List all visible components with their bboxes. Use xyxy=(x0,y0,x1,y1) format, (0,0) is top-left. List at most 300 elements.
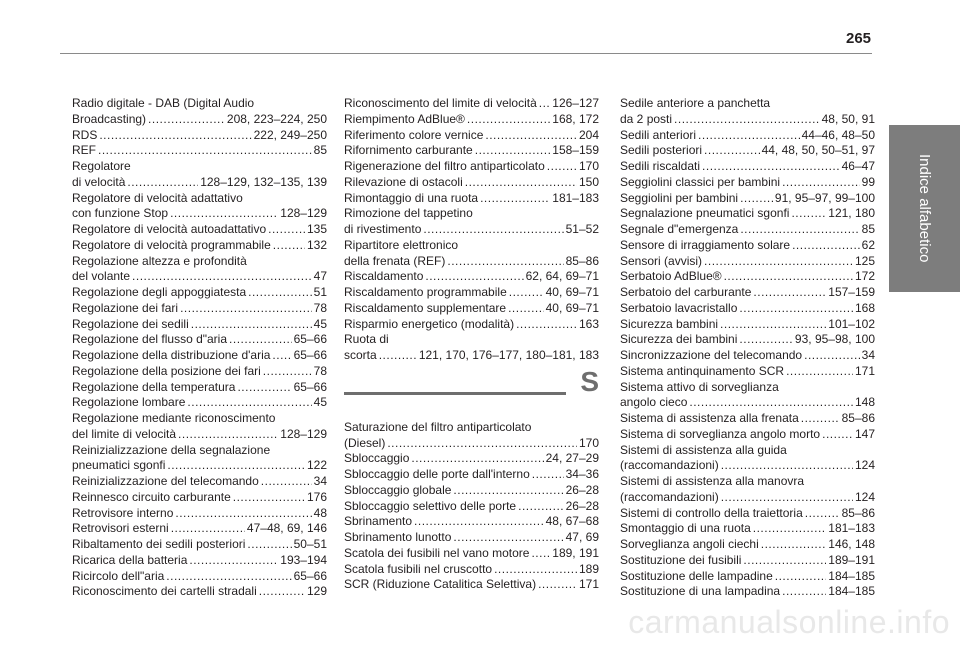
index-entry-pages: 78 xyxy=(313,300,327,315)
index-entry-term: Ricircolo dell"aria xyxy=(72,568,165,583)
index-entry-term: Riscaldamento supplementare xyxy=(344,300,507,315)
dot-leader xyxy=(379,348,417,364)
dot-leader xyxy=(180,301,312,317)
dot-leader xyxy=(704,254,853,270)
index-entry-term: Sensore di irraggiamento solare xyxy=(620,237,791,252)
letter-heading: S xyxy=(580,365,599,397)
index-entry xyxy=(344,159,599,175)
index-entry xyxy=(72,96,327,128)
index-group-s xyxy=(344,420,599,593)
index-entry-line xyxy=(72,285,327,301)
index-entry-term: Regolazione dei sedili xyxy=(72,316,189,331)
index-entry-line xyxy=(620,348,875,364)
index-entry-line xyxy=(72,301,327,317)
dot-leader xyxy=(674,112,820,128)
index-entry-pages: 45 xyxy=(313,395,327,410)
index-entry xyxy=(620,269,875,285)
index-entry xyxy=(620,96,875,128)
index-entry-term: Sbrinamento lunotto xyxy=(344,530,452,544)
index-entry-line xyxy=(344,499,599,515)
index-entry xyxy=(620,521,875,537)
index-entry xyxy=(620,285,875,301)
index-entry xyxy=(344,562,599,578)
dot-leader xyxy=(721,490,853,506)
dot-leader xyxy=(273,238,305,254)
index-entry-heading: Regolatore di velocità adattativo xyxy=(72,190,243,205)
letter-section-s xyxy=(344,365,599,412)
index-entry-term: Sbloccaggio xyxy=(344,451,410,466)
index-entry-line xyxy=(344,285,599,301)
index-entry xyxy=(72,411,327,443)
index-entry xyxy=(620,222,875,238)
index-entry-pages: 181–183 xyxy=(552,190,599,205)
dot-leader xyxy=(480,191,550,207)
index-entry-line xyxy=(620,254,875,270)
index-entry-term: Sedili anteriori xyxy=(620,127,697,142)
index-entry-term: della frenata (REF) xyxy=(344,253,446,268)
index-entry xyxy=(344,191,599,207)
index-entry-pages: 204 xyxy=(578,127,599,142)
index-entry-line xyxy=(344,175,599,191)
dot-leader xyxy=(740,191,773,207)
index-entry-term: Smontaggio di una ruota xyxy=(620,521,751,536)
dot-leader xyxy=(233,490,305,506)
index-entry xyxy=(72,238,327,254)
dot-leader xyxy=(740,222,859,238)
index-entry xyxy=(620,569,875,585)
dot-leader xyxy=(411,451,543,467)
index-entry-pages: 189–191 xyxy=(828,552,875,567)
dot-leader xyxy=(414,514,544,530)
dot-leader xyxy=(518,499,564,515)
index-entry xyxy=(344,467,599,483)
index-entry-term: Sbrinamento xyxy=(344,514,413,529)
index-entry xyxy=(344,514,599,530)
index-entry-pages: 121, 170, 176–177, 180–181, 183 xyxy=(418,348,599,362)
index-entry-pages: 126–127 xyxy=(552,96,599,110)
index-entry-term: REF xyxy=(72,143,96,158)
index-entry xyxy=(72,191,327,223)
dot-leader xyxy=(423,222,563,238)
index-entry-line xyxy=(344,562,599,578)
index-entry-term: Riempimento AdBlue® xyxy=(344,111,465,126)
dot-leader xyxy=(167,458,305,474)
dot-leader xyxy=(127,175,198,191)
index-entry-term: Regolazione lombare xyxy=(72,395,186,410)
index-entry-line xyxy=(344,301,599,317)
index-entry-pages: 132 xyxy=(306,237,327,252)
index-entry-term: Sicurezza bambini xyxy=(620,316,719,331)
index-entry xyxy=(344,451,599,467)
dot-leader xyxy=(801,411,840,427)
index-entry-line xyxy=(620,364,875,380)
index-entry-heading: Sedile anteriore a panchetta xyxy=(620,96,771,110)
index-entry xyxy=(620,364,875,380)
index-entry-pages: 34 xyxy=(861,348,875,362)
dot-leader xyxy=(704,143,760,159)
index-entry-term: Broadcasting) xyxy=(72,111,147,126)
index-entry-pages: 150 xyxy=(578,174,599,189)
index-entry-line xyxy=(620,458,875,474)
index-entry xyxy=(72,285,327,301)
index-entry-pages: 135 xyxy=(306,222,327,236)
index-entry-term: da 2 posti xyxy=(620,111,673,126)
dot-leader xyxy=(698,128,800,144)
index-entry xyxy=(344,112,599,128)
index-entry-line xyxy=(344,483,599,499)
index-entry-pages: 176 xyxy=(306,489,327,504)
index-entry-term: Segnale d"emergenza xyxy=(620,222,739,236)
index-entry xyxy=(620,380,875,412)
index-entry-term: Sedili riscaldati xyxy=(620,159,701,173)
index-entry-pages: 189, 191 xyxy=(552,545,599,560)
index-entry-pages: 172 xyxy=(854,269,875,284)
index-entry xyxy=(344,483,599,499)
index-entry-term: Sostituzione di una lampadina xyxy=(620,584,781,599)
index-entry xyxy=(620,191,875,207)
index-entry-pages: 208, 223–224, 250 xyxy=(226,111,327,126)
index-entry-pages: 124 xyxy=(854,458,875,473)
index-entry-pages: 65–66 xyxy=(293,332,327,347)
index-entry-line xyxy=(72,206,327,222)
dot-leader xyxy=(263,364,312,380)
index-entry xyxy=(72,332,327,348)
index-entry xyxy=(620,175,875,191)
index-column-2 xyxy=(344,96,599,593)
index-entry-term: Rilevazione di ostacoli xyxy=(344,174,463,189)
index-entry-pages: 51–52 xyxy=(565,222,599,236)
index-entry-pages: 146, 148 xyxy=(828,537,875,551)
dot-leader xyxy=(178,427,278,443)
index-entry-pages: 147 xyxy=(854,426,875,441)
dot-leader xyxy=(189,553,278,569)
index-entry-pages: 181–183 xyxy=(828,521,875,536)
index-entry xyxy=(344,143,599,159)
index-entry-line xyxy=(344,348,599,364)
section-tab xyxy=(889,125,960,292)
index-entry-line xyxy=(620,537,875,553)
index-entry-pages: 24, 27–29 xyxy=(545,451,599,466)
index-entry-term: Riconoscimento del limite di velocità xyxy=(344,96,537,110)
index-entry xyxy=(72,443,327,475)
index-entry xyxy=(620,159,875,175)
index-entry-term: Sincronizzazione del telecomando xyxy=(620,348,803,362)
dot-leader xyxy=(538,577,577,593)
index-entry-pages: 48, 67–68 xyxy=(545,514,599,529)
index-entry-line xyxy=(72,395,327,411)
index-entry-pages: 128–129 xyxy=(280,206,327,221)
index-entry-line xyxy=(620,159,875,175)
index-entry-pages: 47, 69 xyxy=(565,530,599,544)
index-entry-term: pneumatici sgonfi xyxy=(72,458,166,473)
index-entry xyxy=(620,506,875,522)
index-entry-line xyxy=(72,128,327,144)
index-entry-term: Sbloccaggio selettivo delle porte xyxy=(344,498,517,513)
dot-leader xyxy=(166,569,291,585)
index-entry-line xyxy=(620,317,875,333)
index-entry xyxy=(72,474,327,490)
dot-leader xyxy=(148,112,225,128)
index-entry-line xyxy=(344,112,599,128)
index-entry xyxy=(620,254,875,270)
page-number: 265 xyxy=(846,30,872,47)
index-entry-term: Risparmio energetico (modalità) xyxy=(344,316,515,331)
index-entry xyxy=(344,175,599,191)
index-column-3 xyxy=(620,96,875,600)
dot-leader xyxy=(753,285,826,301)
index-entry-line xyxy=(344,254,599,270)
index-entry-pages: 26–28 xyxy=(565,498,599,513)
index-entry-line xyxy=(72,427,327,443)
dot-leader xyxy=(229,332,292,348)
index-entry-pages: 189 xyxy=(578,561,599,576)
index-entry-pages: 65–66 xyxy=(293,348,327,362)
index-entry-pages: 78 xyxy=(313,363,327,378)
index-entry xyxy=(344,269,599,285)
dot-leader xyxy=(425,269,523,285)
letter-rule xyxy=(344,392,566,395)
index-entry-heading: Sistema attivo di sorveglianza xyxy=(620,379,779,394)
index-entry-pages: 40, 69–71 xyxy=(545,300,599,315)
dot-leader xyxy=(782,584,826,600)
index-entry xyxy=(620,443,875,475)
dot-leader xyxy=(494,562,577,578)
index-entry-term: angolo cieco xyxy=(620,395,688,410)
dot-leader xyxy=(259,584,305,600)
header-rule xyxy=(60,53,872,54)
index-entry-term: Regolazione della distribuzione d'aria xyxy=(72,348,271,362)
index-entry-heading: Regolazione mediante riconoscimento xyxy=(72,411,276,425)
index-entry-pages: 50–51 xyxy=(293,537,327,551)
index-entry xyxy=(620,206,875,222)
index-entry-line xyxy=(344,514,599,530)
index-entry xyxy=(344,238,599,270)
index-entry-heading: Radio digitale - DAB (Digital Audio xyxy=(72,96,255,110)
index-entry xyxy=(72,348,327,364)
index-entry-term: (Diesel) xyxy=(344,435,386,450)
index-entry-line xyxy=(620,411,875,427)
dot-leader xyxy=(237,380,291,396)
index-entry xyxy=(72,254,327,286)
index-entry xyxy=(620,584,875,600)
index-entry-line xyxy=(72,553,327,569)
index-entry-line xyxy=(72,143,327,159)
index-entry-line xyxy=(72,380,327,396)
index-entry-heading: Ripartitore elettronico xyxy=(344,237,459,252)
dot-leader xyxy=(720,317,826,333)
index-entry-term: Regolatore di velocità programmabile xyxy=(72,237,271,252)
index-entry-line xyxy=(344,269,599,285)
index-entry-line xyxy=(620,332,875,348)
index-entry-line xyxy=(620,490,875,506)
index-entry-pages: 44, 48, 50, 50–51, 97 xyxy=(761,143,875,158)
index-entry-term: Regolazione della posizione dei fari xyxy=(72,363,261,378)
index-entry xyxy=(72,569,327,585)
index-entry-term: di velocità xyxy=(72,174,126,189)
index-entry xyxy=(344,128,599,144)
index-entry-line xyxy=(72,506,327,522)
index-entry-line xyxy=(72,537,327,553)
index-entry xyxy=(620,553,875,569)
index-entry xyxy=(344,499,599,515)
index-entry-pages: 222, 249–250 xyxy=(253,127,327,142)
dot-leader xyxy=(453,530,563,546)
index-entry-line xyxy=(72,584,327,600)
index-entry-line xyxy=(620,569,875,585)
dot-leader xyxy=(187,395,311,411)
index-entry-pages: 65–66 xyxy=(293,568,327,583)
index-entry xyxy=(72,537,327,553)
index-entry-term: Sbloccaggio globale xyxy=(344,482,452,497)
dot-leader xyxy=(387,436,577,452)
index-entry-term: Sistemi di controllo della traiettoria xyxy=(620,505,803,520)
dot-leader xyxy=(775,569,827,585)
index-entry-line xyxy=(344,143,599,159)
index-entry-pages: 47–48, 69, 146 xyxy=(246,521,327,536)
index-entry-line xyxy=(344,546,599,562)
index-entry-term: Serbatoio del carburante xyxy=(620,285,752,299)
index-entry-line xyxy=(620,521,875,537)
dot-leader xyxy=(531,546,550,562)
index-entry xyxy=(620,411,875,427)
index-entry-pages: 44–46, 48–50 xyxy=(801,127,875,142)
index-entry-line xyxy=(72,521,327,537)
index-entry-line xyxy=(620,285,875,301)
index-entry-line xyxy=(72,348,327,364)
index-entry-pages: 46–47 xyxy=(841,159,875,173)
dot-leader xyxy=(547,159,577,175)
index-entry xyxy=(620,474,875,506)
index-entry-term: Sistema di sorveglianza angolo morto xyxy=(620,426,821,441)
index-entry-line xyxy=(620,301,875,317)
index-entry-line xyxy=(620,128,875,144)
index-entry xyxy=(344,546,599,562)
index-entry-line xyxy=(344,128,599,144)
dot-leader xyxy=(175,506,311,522)
dot-leader xyxy=(465,175,577,191)
dot-leader xyxy=(791,206,826,222)
index-entry-line xyxy=(344,96,599,112)
index-entry-heading: Reinizializzazione della segnalazione xyxy=(72,442,271,457)
index-entry-pages: 163 xyxy=(578,316,599,331)
index-column-1 xyxy=(72,96,327,600)
index-entry xyxy=(72,380,327,396)
index-entry-pages: 48 xyxy=(313,505,327,520)
dot-leader xyxy=(786,364,853,380)
index-entry-pages: 125 xyxy=(854,253,875,268)
index-entry-pages: 122 xyxy=(306,458,327,473)
index-entry-pages: 34–36 xyxy=(565,467,599,481)
index-entry xyxy=(344,420,599,452)
dot-leader xyxy=(724,269,853,285)
index-entry-line xyxy=(620,269,875,285)
index-entry-line xyxy=(344,159,599,175)
index-entry-pages: 85–86 xyxy=(841,505,875,520)
index-entry xyxy=(344,530,599,546)
index-entry-line xyxy=(344,317,599,333)
index-entry-pages: 101–102 xyxy=(828,316,875,331)
index-entry-heading: Regolatore xyxy=(72,159,131,173)
index-entry-term: SCR (Riduzione Catalitica Selettiva) xyxy=(344,577,537,592)
index-entry-pages: 171 xyxy=(854,363,875,378)
index-entry-line xyxy=(344,436,599,452)
index-entry-term: Sorveglianza angoli ciechi xyxy=(620,537,759,551)
dot-leader xyxy=(822,427,853,443)
index-entry xyxy=(72,584,327,600)
index-entry-term: Sensori (avvisi) xyxy=(620,253,703,268)
index-entry-term: Regolazione del flusso d"aria xyxy=(72,332,228,347)
index-entry xyxy=(620,238,875,254)
index-entry-pages: 85–86 xyxy=(565,253,599,268)
index-entry xyxy=(72,506,327,522)
index-entry-line xyxy=(620,553,875,569)
index-entry xyxy=(72,553,327,569)
index-entry-term: Scatola dei fusibili nel vano motore xyxy=(344,545,530,560)
index-entry-term: Sostituzione dei fusibili xyxy=(620,552,742,567)
index-entry-line xyxy=(72,175,327,191)
dot-leader xyxy=(447,254,563,270)
index-entry-term: Rifornimento carburante xyxy=(344,143,473,158)
index-entry xyxy=(72,143,327,159)
index-entry-term: Sicurezza dei bambini xyxy=(620,332,738,347)
index-entry-term: Riscaldamento xyxy=(344,269,424,284)
index-entry-term: Segnalazione pneumatici sgonfi xyxy=(620,206,790,221)
dot-leader xyxy=(739,332,793,348)
index-entry-line xyxy=(620,222,875,238)
index-entry-heading: Rimozione del tappetino xyxy=(344,206,473,221)
index-entry-pages: 40, 69–71 xyxy=(545,285,599,299)
index-entry-pages: 91, 95–97, 99–100 xyxy=(774,190,875,205)
index-entry-pages: 128–129 xyxy=(280,426,327,441)
index-entry xyxy=(344,206,599,238)
index-entry-line xyxy=(344,530,599,546)
index-entry-line xyxy=(620,427,875,443)
index-entry-line xyxy=(620,506,875,522)
dot-leader xyxy=(475,143,551,159)
dot-leader xyxy=(171,521,245,537)
index-entry-term: Retrovisore interno xyxy=(72,505,174,520)
index-entry-term: Regolazione dei fari xyxy=(72,300,179,315)
index-entry-term: con funzione Stop xyxy=(72,206,169,221)
index-entry-term: Serbatoio AdBlue® xyxy=(620,269,722,284)
index-entry-pages: 45 xyxy=(313,316,327,331)
dot-leader xyxy=(721,458,853,474)
index-entry-term: Rimontaggio di una ruota xyxy=(344,190,479,205)
index-entry-heading: Ruota di xyxy=(344,332,389,347)
index-entry-pages: 128–129, 132–135, 139 xyxy=(200,174,327,189)
index-entry-pages: 157–159 xyxy=(828,285,875,299)
index-entry-term: Reinnesco circuito carburante xyxy=(72,489,231,504)
index-entry-term: Retrovisori esterni xyxy=(72,521,169,536)
index-entry xyxy=(72,159,327,191)
dot-leader xyxy=(516,317,577,333)
index-entry-line xyxy=(620,112,875,128)
index-entry-pages: 93, 95–98, 100 xyxy=(794,332,875,347)
index-entry-pages: 121, 180 xyxy=(828,206,875,221)
index-entry-pages: 99 xyxy=(861,174,875,189)
index-entry-line xyxy=(72,269,327,285)
index-entry-term: (raccomandazioni) xyxy=(620,458,719,473)
index-entry-pages: 170 xyxy=(578,159,599,173)
index-entry-pages: 193–194 xyxy=(280,552,327,567)
index-entry xyxy=(72,521,327,537)
index-entry-pages: 184–185 xyxy=(828,584,875,599)
index-entry xyxy=(344,317,599,333)
index-entry-line xyxy=(72,222,327,238)
index-entry-pages: 171 xyxy=(578,577,599,592)
index-entry-pages: 65–66 xyxy=(293,379,327,394)
index-entry-term: Seggiolini classici per bambini xyxy=(620,174,781,189)
